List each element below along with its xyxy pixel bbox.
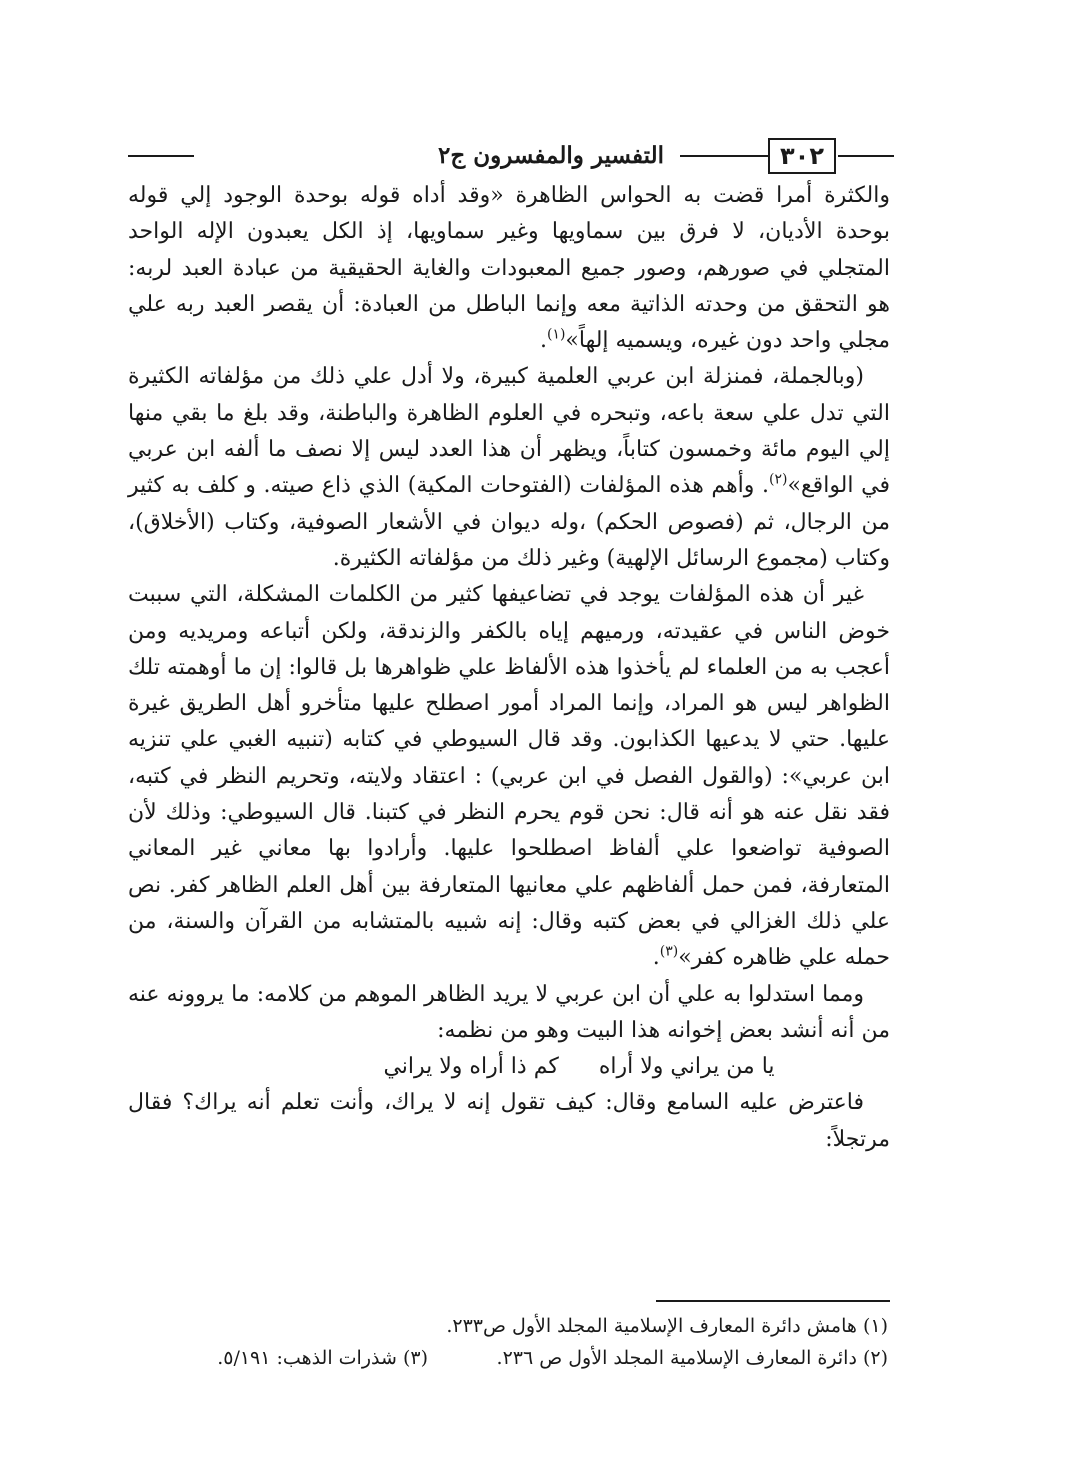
header-rule-right (838, 155, 894, 157)
body-text (128, 178, 890, 1158)
book-title: التفسير والمفسرون ج٢ (428, 142, 674, 169)
footnote-2: (٢) دائرة المعارف الإسلامية المجلد الأول ص ٢٣٦. (496, 1347, 888, 1369)
running-header (128, 136, 894, 176)
header-title (428, 136, 680, 176)
paragraph-3: غير أن هذه المؤلفات يوجد في تضاعيفها كثير من الكلمات المشكلة، التي سببت خوض الناس في عقيدته، ورميهم إياه بالكفر والزندقة، ولكن أتباعه ومريديه ومن أعجب به من العلماء لم يأخذوا هذه الألفاظ علي ظواهرها بل قالوا: إن ما أوهمته تلك الظواهر ليس هو المراد، وإنما المراد أمور اصطلح عليها متأخرو أهل الطريق غيرة عليها. حتي لا يدعيها الكذابون. وقد قال السيوطي في كتابه (تنبيه الغبي علي تنزيه ابن عربي»: (والقول الفصل في ابن عربي) : اعتقاد ولايته، وتحريم النظر في كتبه، فقد نقل عنه هو أنه قال: نحن قوم يحرم النظر في كتبنا. قال السيوطي: وذلك لأن الصوفية تواضعوا علي ألفاظ اصطلحوا عليها. وأرادوا بها معاني غير المعاني المتعارفة، فمن حمل ألفاظهم علي معانيها المتعارفة بين أهل العلم الظاهر كفر. نص علي ذلك الغزالي في بعض كتبه وقال: إنه شبيه بالمتشابه من القرآن والسنة، من حمله علي ظاهره كفر»$^{(٣)}$. (128, 582, 890, 971)
header-rule-left (128, 155, 194, 157)
verse-second-hemistich: كم ذا أراه ولا يراني (383, 1054, 559, 1080)
footnotes (128, 1310, 888, 1374)
footnote-row-1 (128, 1310, 888, 1342)
paragraph-closing: فاعترض عليه السامع وقال: كيف تقول إنه لا يراك، وأنت تعلم أنه يراك؟ فقال مرتجلاً: (128, 1090, 890, 1152)
footnote-separator (656, 1300, 890, 1302)
footnote-ref-3: (٣) (659, 943, 679, 960)
footnote-ref-1: (١) (546, 326, 566, 343)
poem-verse (128, 1049, 890, 1085)
verse-first-hemistich: يا من يراني ولا أراه (598, 1054, 775, 1080)
footnote-3: (٣) شذرات الذهب: ٥/١٩١. (217, 1347, 428, 1369)
footnote-1: (١) هامش دائرة المعارف الإسلامية المجلد الأول ص٢٣٣. (446, 1315, 888, 1337)
header-rule-mid (680, 155, 770, 157)
paragraph-1: والكثرة أمرا قضت به الحواس الظاهرة «وقد أداه قوله بوحدة الوجود إلي قوله بوحدة الأديان، لا فرق بين سماويها وغير سماويها، إذ الكل يعبدون الإله الواحد المتجلي في صورهم، وصور جميع المعبودات والغاية الحقيقية من عبادة العبد لربه: هو التحقق من وحدته الذاتية معه وإنما الباطل من العبادة: أن يقصر العبد ربه علي مجلي واحد دون غيره، ويسميه إلهاً»$^{(١)}$. (128, 183, 890, 354)
paragraph-4: ومما استدلوا به علي أن ابن عربي لا يريد الظاهر الموهم من كلامه: ما يروونه عنه من أنه أنشد بعض إخوانه هذا البيت وهو من نظمه: (128, 981, 890, 1043)
page-number: ٣٠٢ (768, 138, 836, 174)
footnote-ref-2: (٢) (769, 472, 788, 489)
paragraph-2: (وبالجملة، فمنزلة ابن عربي العلمية كبيرة، ولا أدل علي ذلك من مؤلفاته الكثيرة التي تدل علي سعة باعه، وتبحره في العلوم الظاهرة والباطنة، وقد بلغ ما بقي منها إلي اليوم مائة وخمسون كتاباً، ويظهر أن هذا العدد ليس إلا نصف ما ألفه ابن عربي في الواقع»$^{(٢)}$. وأهم هذه المؤلفات (الفتوحات المكية) الذي ذاع صيته. و كلف به كثير من الرجال، ثم (فصوص الحكم) ،وله ديوان في الأشعار الصوفية، وكتاب (الأخلاق)، وكتاب (مجموع الرسائل الإلهية) وغير ذلك من مؤلفاته الكثيرة. (128, 364, 891, 571)
footnote-row-2 (128, 1342, 888, 1374)
